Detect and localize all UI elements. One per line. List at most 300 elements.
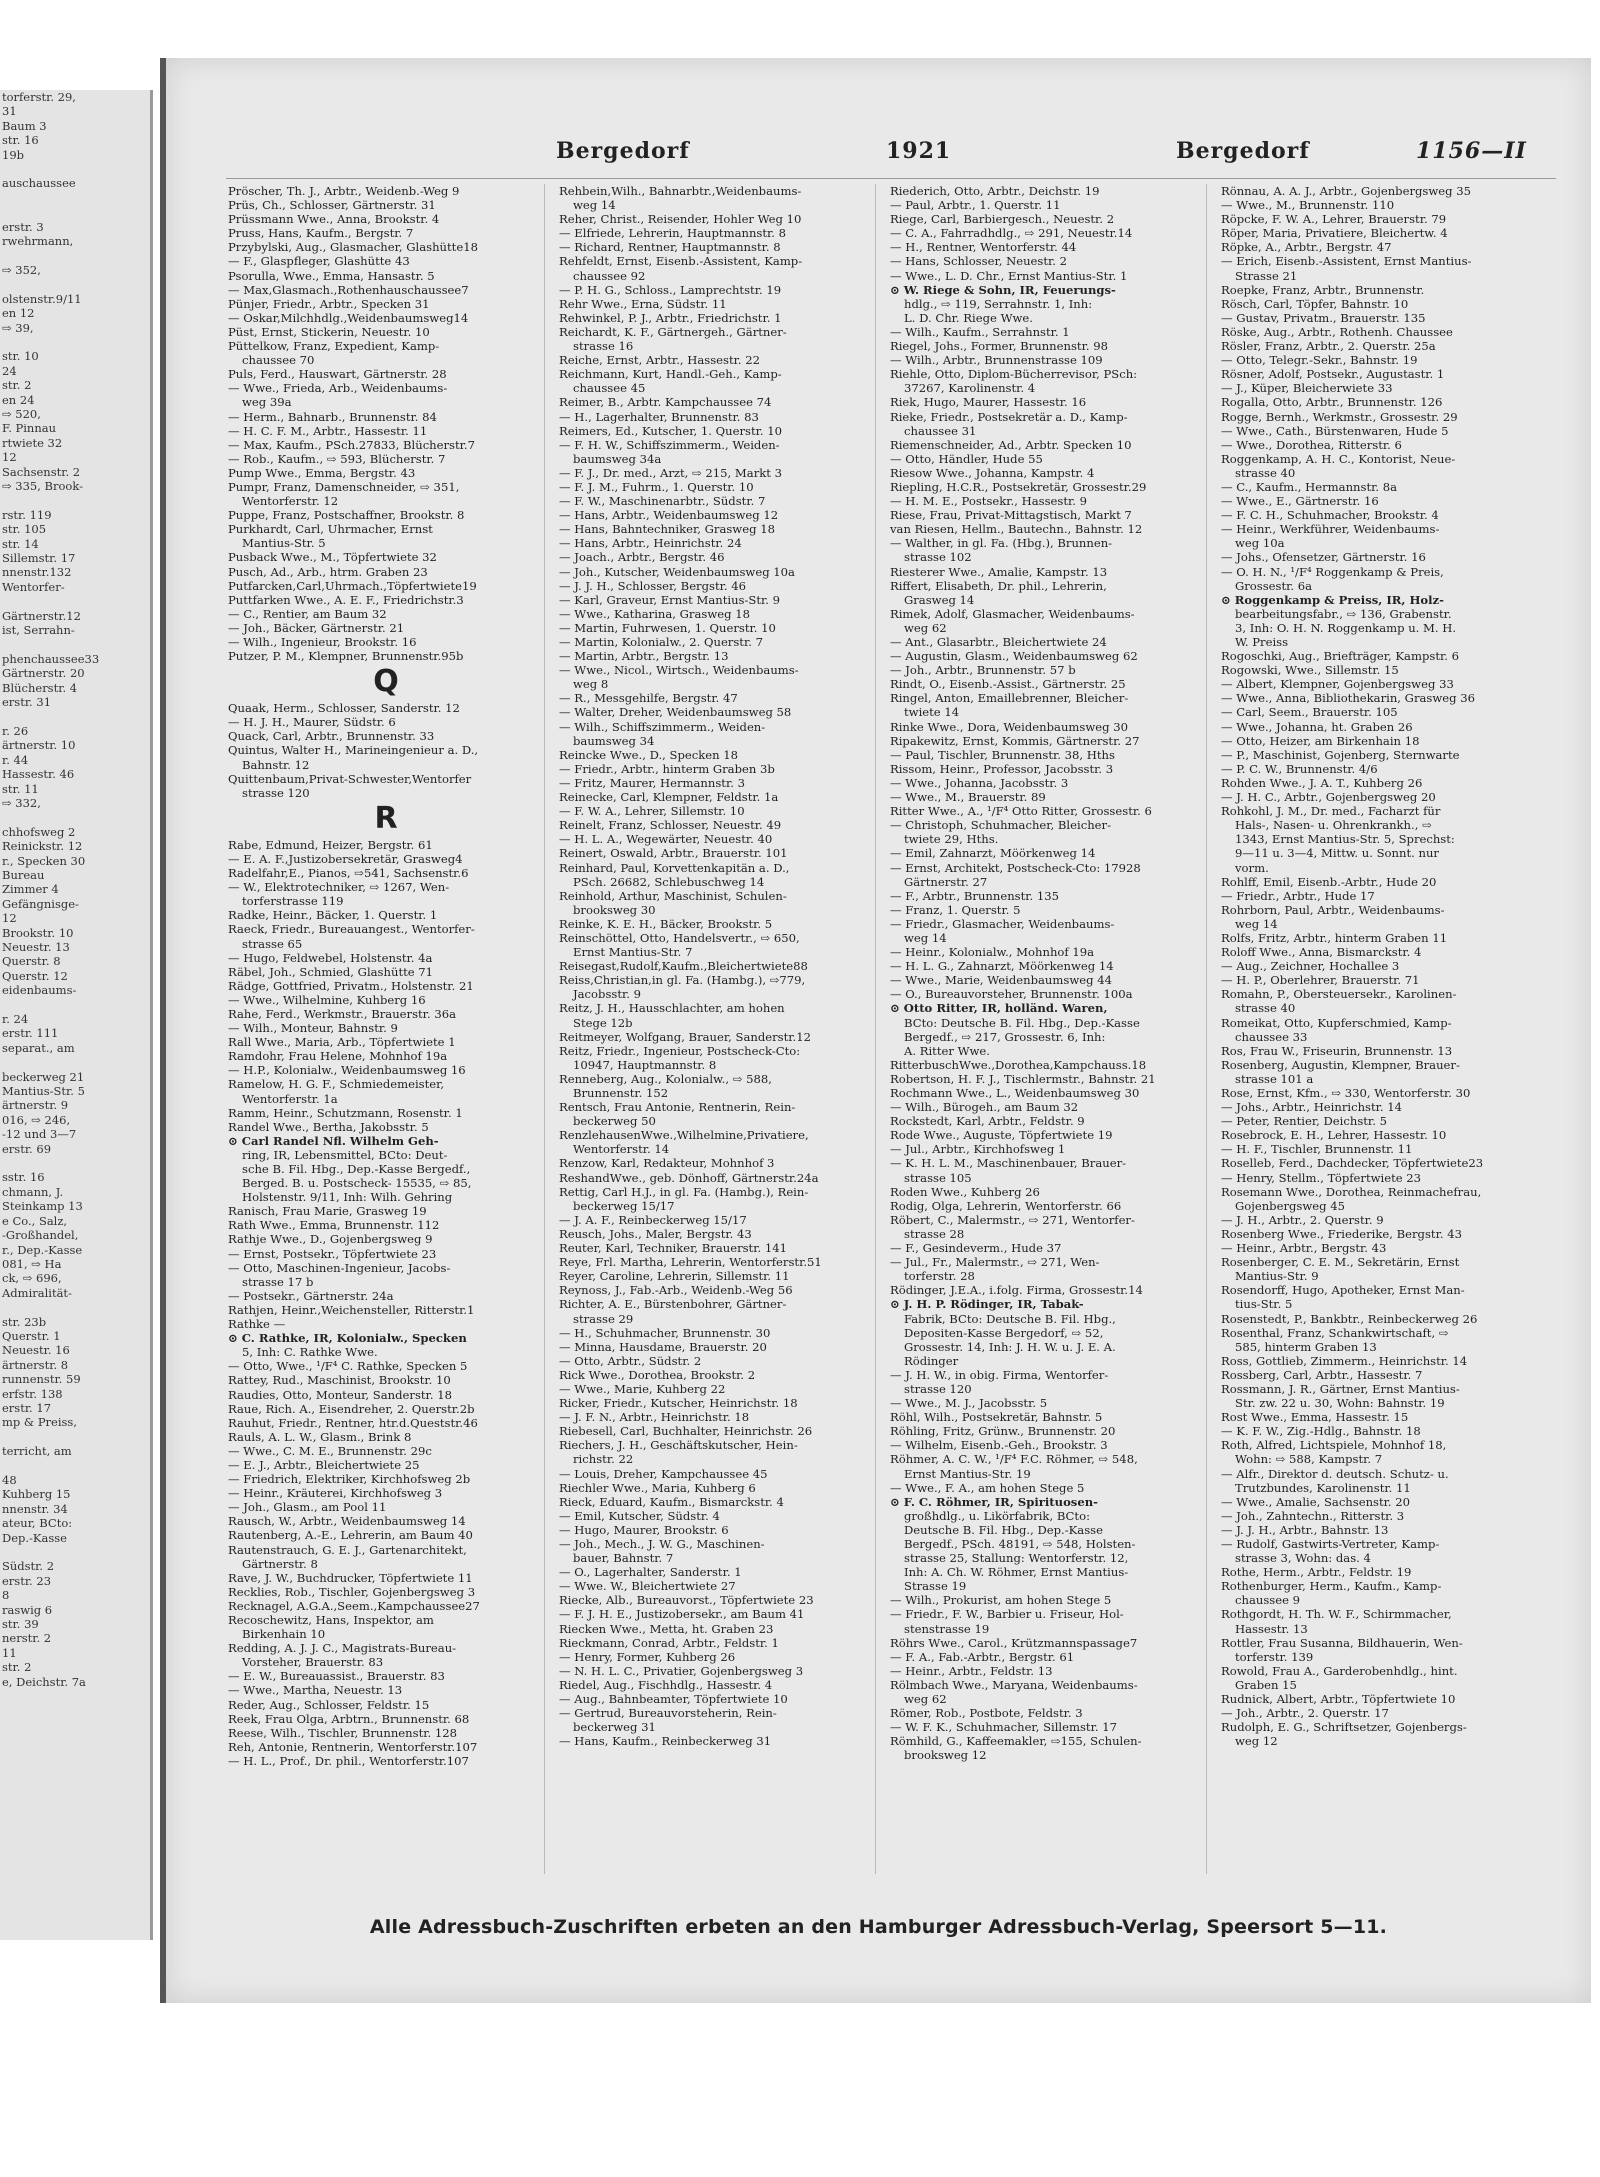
left-page-line: Hassestr. 46 [2, 767, 75, 782]
directory-entry: Strasse 21 [1235, 268, 1298, 283]
left-page-line: ist, Serrahn- [2, 623, 75, 638]
footer-notice: Alle Adressbuch-Zuschriften erbeten an den Hamburger Adressbuch-Verlag, Speersort 5—11. [369, 1916, 1388, 1938]
directory-entry: — Wilhelm, Eisenb.-Geh., Brookstr. 3 [890, 1438, 1108, 1453]
directory-entry: — Wwe., Wilhelmine, Kuhberg 16 [228, 992, 426, 1007]
directory-entry: — H. L. A., Wegewärter, Neuestr. 40 [559, 832, 773, 847]
left-page-line: Südstr. 2 [2, 1559, 55, 1574]
directory-entry: Riesow Wwe., Johanna, Kampstr. 4 [890, 465, 1095, 480]
directory-entry: — Henry, Former, Kuhberg 26 [559, 1649, 736, 1664]
directory-entry: Reinelt, Franz, Schlosser, Neuestr. 49 [559, 818, 782, 833]
directory-entry: ⊙ F. C. Röhmer, IR, Spirituosen- [890, 1494, 1098, 1509]
directory-entry: Püttelkow, Franz, Expedient, Kamp- [228, 339, 440, 354]
directory-entry: — J. H. C., Arbtr., Gojenbergsweg 20 [1221, 790, 1436, 805]
directory-entry: — Johs., Arbtr., Heinrichstr. 14 [1221, 1100, 1403, 1115]
directory-entry: twiete 29, Hths. [904, 832, 999, 847]
directory-entry: strasse 28 [904, 1226, 965, 1241]
directory-entry: Rabe, Edmund, Heizer, Bergstr. 61 [228, 837, 433, 852]
directory-entry: — Martin, Kolonialw., 2. Querstr. 7 [559, 635, 763, 649]
section-letter: Q [373, 664, 399, 700]
directory-entry: Ros, Frau W., Friseurin, Brunnenstr. 13 [1221, 1043, 1453, 1058]
directory-entry: Reinke, K. E. H., Bäcker, Brookstr. 5 [559, 916, 773, 931]
directory-entry: Pusback Wwe., M., Töpfertwiete 32 [228, 550, 437, 565]
directory-entry: — Wwe., Marie, Weidenbaumsweg 44 [890, 973, 1112, 988]
directory-entry: Bahnstr. 12 [242, 757, 310, 772]
directory-entry: strasse 29 [573, 1311, 634, 1326]
directory-entry: Reek, Frau Olga, Arbtrn., Brunnenstr. 68 [228, 1711, 470, 1726]
directory-entry: — Albert, Klempner, Gojenbergsweg 33 [1221, 677, 1454, 692]
directory-entry: Pröscher, Th. J., Arbtr., Weidenb.-Weg 9 [228, 184, 460, 198]
directory-entry: Reinecke, Carl, Klempner, Feldstr. 1a [559, 790, 779, 805]
directory-entry: — O., Lagerhalter, Sanderstr. 1 [559, 1565, 742, 1580]
directory-entry: — Fritz, Maurer, Hermannstr. 3 [559, 775, 745, 790]
directory-entry: Quack, Carl, Arbtr., Brunnenstr. 33 [228, 729, 435, 744]
directory-entry: Reimers, Ed., Kutscher, 1. Querstr. 10 [559, 423, 783, 438]
directory-entry: — H., Rentner, Wentorferstr. 44 [890, 240, 1077, 255]
directory-entry: Przybylski, Aug., Glasmacher, Glashütte18 [228, 240, 478, 255]
directory-entry: PSch. 26682, Schlebuschweg 14 [573, 874, 765, 889]
left-page-line: ⇨ 352, [2, 262, 41, 277]
directory-entry: ⊙ Carl Randel Nfl. Wilhelm Geh- [228, 1133, 439, 1148]
directory-entry: Ripakewitz, Ernst, Kommis, Gärtnerstr. 27 [890, 733, 1140, 748]
left-page-line: e Co., Salz, [2, 1213, 68, 1228]
directory-entry: Rösner, Adolf, Postsekr., Augustastr. 1 [1221, 367, 1445, 382]
directory-entry: Reder, Aug., Schlosser, Feldstr. 15 [228, 1697, 430, 1712]
directory-entry: Berged. B. u. Postscheck- 15535, ⇨ 85, [242, 1176, 472, 1191]
left-page-line [0, 1459, 150, 1473]
directory-entry: hdlg., ⇨ 119, Serrahnstr. 1, Inh: [904, 296, 1093, 311]
directory-entry: — Friedr., Arbtr., hinterm Graben 3b [559, 761, 775, 776]
directory-entry: — Minna, Hausdame, Brauerstr. 20 [559, 1339, 767, 1354]
directory-entry: — Joh., Arbtr., Brunnenstr. 57 b [890, 663, 1076, 678]
directory-entry: Rehwinkel, P. J., Arbtr., Friedrichstr. 1 [559, 310, 782, 325]
header-year: 1921 [886, 138, 952, 164]
directory-entry: Rall Wwe., Maria, Arb., Töpfertwiete 1 [228, 1035, 456, 1050]
left-page-line [0, 810, 150, 824]
directory-entry: — Rudolf, Gastwirts-Vertreter, Kamp- [1221, 1537, 1440, 1551]
directory-entry: strasse 40 [1235, 465, 1296, 480]
directory-entry: twiete 14 [904, 705, 960, 720]
directory-entry: A. Ritter Wwe. [904, 1043, 990, 1058]
directory-entry: Rudnick, Albert, Arbtr., Töpfertwiete 10 [1221, 1692, 1456, 1707]
directory-entry: Rieke, Friedr., Postsekretär a. D., Kamp- [890, 409, 1128, 424]
directory-entry: Recoschewitz, Hans, Inspektor, am [228, 1613, 434, 1627]
directory-entry: Radelfahr,E., Pianos, ⇨541, Sachsenstr.6 [228, 866, 469, 881]
directory-entry: 5, Inh: C. Rathke Wwe. [242, 1345, 378, 1360]
directory-entry: Rohrborn, Paul, Arbtr., Weidenbaums- [1221, 902, 1445, 917]
directory-entry: — Heinr., Werkführer, Weidenbaums- [1221, 522, 1440, 537]
directory-entry: Str. zw. 22 u. 30, Wohn: Bahnstr. 19 [1235, 1396, 1445, 1411]
directory-entry: — Wwe., Cath., Bürstenwaren, Hude 5 [1221, 423, 1449, 438]
page-header [166, 138, 1591, 172]
directory-entry: strasse 3, Wohn: das. 4 [1235, 1551, 1371, 1566]
directory-entry: — Wwe., L. D. Chr., Ernst Mantius-Str. 1 [890, 268, 1128, 283]
directory-entry: Röhrs Wwe., Carol., Krützmannspassage7 [890, 1635, 1138, 1650]
left-page-line: en 12 [2, 306, 35, 321]
directory-entry: — Friedr., F. W., Barbier u. Friseur, Hol- [890, 1607, 1124, 1622]
directory-entry: Rochmann Wwe., L., Weidenbaumsweg 30 [890, 1086, 1140, 1100]
directory-entry: Reynoss, J., Fab.-Arb., Weidenb.-Weg 56 [559, 1283, 793, 1298]
directory-entry: 10947, Hauptmannstr. 8 [573, 1057, 717, 1072]
directory-entry: Rosenstedt, P., Bankbtr., Reinbeckerweg 26 [1221, 1311, 1478, 1326]
left-page-line: ärtnerstr. 9 [2, 1098, 69, 1113]
directory-entry: ring, IR, Lebensmittel, BCto: Deut- [242, 1147, 448, 1162]
directory-entry: — Heinr., Arbtr., Bergstr. 43 [1221, 1241, 1387, 1256]
left-page-edge [0, 90, 153, 1940]
directory-entry: — H. L., Prof., Dr. phil., Wentorferstr.107 [228, 1753, 469, 1768]
directory-entry: Rösch, Carl, Töpfer, Bahnstr. 10 [1221, 296, 1409, 311]
directory-entry: Rost Wwe., Emma, Hassestr. 15 [1221, 1410, 1409, 1425]
directory-entry: — Otto, Maschinen-Ingenieur, Jacobs- [228, 1260, 451, 1275]
left-page-line: -12 und 3—7 [2, 1127, 77, 1142]
directory-entry: Quittenbaum,Privat-Schwester,Wentorfer [228, 771, 472, 786]
directory-entry: — C., Rentier, am Baum 32 [228, 606, 387, 621]
directory-entry: — H. L. G., Zahnarzt, Möörkenweg 14 [890, 959, 1114, 974]
directory-entry: Riese, Frau, Privat-Mittagstisch, Markt 7 [890, 508, 1132, 523]
directory-entry: Mantius-Str. 5 [242, 536, 326, 551]
directory-entry: Rieck, Eduard, Kaufm., Bismarckstr. 4 [559, 1494, 784, 1509]
directory-entry: — J. A. F., Reinbeckerweg 15/17 [559, 1212, 747, 1227]
directory-entry: Rath Wwe., Emma, Brunnenstr. 112 [228, 1218, 440, 1233]
left-page-line: str. 105 [2, 522, 47, 537]
directory-entry: Vorsteher, Brauerstr. 83 [242, 1655, 384, 1670]
directory-entry: — E. J., Arbtr., Bleichertwiete 25 [228, 1457, 420, 1472]
header-rule [226, 178, 1556, 179]
directory-entry: Inh: A. Ch. W. Röhmer, Ernst Mantius- [904, 1565, 1129, 1580]
directory-entry: Purkhardt, Carl, Uhrmacher, Ernst [228, 522, 433, 537]
directory-entry: Reitmeyer, Wolfgang, Brauer, Sanderstr.12 [559, 1029, 811, 1044]
directory-entry: — Wwe., E., Gärtnerstr. 16 [1221, 494, 1379, 509]
directory-entry: Ramelow, H. G. F., Schmiedemeister, [228, 1077, 445, 1092]
directory-entry: — C. A., Fahrradhdlg., ⇨ 291, Neuestr.14 [890, 226, 1133, 241]
directory-entry: Raeck, Friedr., Bureauangest., Wentorfer- [228, 922, 475, 937]
left-page-line [0, 998, 150, 1012]
directory-entry: Rehbein,Wilh., Bahnarbtr.,Weidenbaums- [559, 184, 802, 198]
directory-entry: ⊙ J. H. P. Rödinger, IR, Tabak- [890, 1297, 1084, 1312]
directory-entry: — Heinr., Arbtr., Feldstr. 13 [890, 1663, 1053, 1678]
directory-entry: Rautenstrauch, G. E. J., Gartenarchitekt, [228, 1542, 467, 1557]
directory-entry: Rentsch, Frau Antonie, Rentnerin, Rein- [559, 1100, 796, 1115]
directory-entry: Rettig, Carl H.J., in gl. Fa. (Hambg.), Rein- [559, 1184, 809, 1199]
directory-entry: Birkenhain 10 [242, 1627, 326, 1642]
header-right: Bergedorf [1176, 138, 1310, 164]
left-page-line: str. 10 [2, 349, 39, 364]
directory-entry: Riedel, Aug., Fischhdlg., Hassestr. 4 [559, 1677, 773, 1692]
directory-entry: Ricker, Friedr., Kutscher, Heinrichstr. 18 [559, 1396, 798, 1411]
directory-entry: Rathjen, Heinr.,Weichensteller, Ritterstr.1 [228, 1302, 475, 1317]
directory-entry: Radke, Heinr., Bäcker, 1. Querstr. 1 [228, 908, 438, 923]
directory-entry: — Erich, Eisenb.-Assistent, Ernst Mantius- [1221, 254, 1472, 269]
directory-entry: Roggenkamp, A. H. C., Kontorist, Neue- [1221, 451, 1456, 466]
left-page-line: Sillemstr. 17 [2, 551, 76, 565]
directory-entry: — H., Schuhmacher, Brunnenstr. 30 [559, 1325, 771, 1340]
directory-entry: Reese, Wilh., Tischler, Brunnenstr. 128 [228, 1725, 458, 1740]
left-page-line: erstr. 3 [2, 219, 44, 234]
directory-entry: Rossmann, J. R., Gärtner, Ernst Mantius- [1221, 1381, 1460, 1396]
directory-entry: — Otto, Wwe., ¹/F⁴ C. Rathke, Specken 5 [228, 1359, 468, 1374]
directory-entry: weg 10a [1235, 536, 1285, 551]
directory-entry: Rogge, Bernh., Werkmstr., Grossestr. 29 [1221, 409, 1458, 424]
directory-entry: Röhling, Fritz, Grünw., Brunnenstr. 20 [890, 1424, 1116, 1439]
directory-entry: — Rob., Kaufm., ⇨ 593, Blücherstr. 7 [228, 451, 446, 466]
directory-entry: — K. H. L. M., Maschinenbauer, Brauer- [890, 1156, 1127, 1171]
left-page-line: Admiralität- [2, 1285, 72, 1300]
directory-entry: Gärtnerstr. 8 [242, 1556, 318, 1571]
directory-entry: Wentorferstr. 1a [242, 1091, 338, 1106]
directory-entry: Rathje Wwe., D., Gojenbergsweg 9 [228, 1232, 433, 1247]
left-page-line: Neuestr. 16 [2, 1343, 70, 1358]
directory-entry: Robertson, H. F. J., Tischlermstr., Bahnstr. 21 [890, 1071, 1156, 1086]
directory-entry: — Johs., Ofensetzer, Gärtnerstr. 16 [1221, 550, 1426, 565]
directory-entry: baumsweg 34a [573, 451, 662, 466]
directory-entry: — E. A. F.,Justizobersekretär, Grasweg4 [228, 851, 463, 866]
directory-entry: Rosenberger, C. E. M., Sekretärin, Ernst [1221, 1255, 1460, 1270]
directory-entry: — Paul, Tischler, Brunnenstr. 38, Hths [890, 747, 1115, 762]
left-page-line: 016, ⇨ 246, [2, 1112, 71, 1127]
directory-entry: — F. C. H., Schuhmacher, Brookstr. 4 [1221, 508, 1439, 523]
directory-entry: — Richard, Rentner, Hauptmannstr. 8 [559, 240, 781, 255]
left-page-line: r., Dep.-Kasse [2, 1242, 83, 1257]
directory-entry: — Otto, Heizer, am Birkenhain 18 [1221, 733, 1420, 748]
directory-entry: 1343, Ernst Mantius-Str. 5, Sprechst: [1235, 832, 1455, 847]
directory-entry: Recknagel, A.G.A.,Seem.,Kampchaussee27 [228, 1598, 480, 1613]
left-page-line: en 24 [2, 392, 35, 407]
left-page-line: Wentorfer- [2, 579, 65, 594]
directory-entry: strasse 105 [904, 1170, 972, 1185]
directory-entry: — Henry, Stellm., Töpfertwiete 23 [1221, 1170, 1422, 1185]
left-page-line: 24 [2, 363, 17, 378]
directory-entry: Raudies, Otto, Monteur, Sanderstr. 18 [228, 1387, 452, 1402]
directory-entry: Rodig, Olga, Lehrerin, Wentorferstr. 66 [890, 1198, 1122, 1213]
left-page-line: 081, ⇨ Ha [2, 1256, 62, 1271]
left-page-line: 12 [2, 911, 17, 926]
left-page-line: 31 [2, 104, 17, 119]
left-page-line: nerstr. 2 [2, 1631, 52, 1646]
left-page-line: Mantius-Str. 5 [2, 1084, 85, 1099]
directory-entry: — Wwe., C. M. E., Brunnenstr. 29c [228, 1443, 432, 1458]
directory-entry: Fabrik, BCto: Deutsche B. Fil. Hbg., [904, 1311, 1116, 1326]
left-page-line: Blücherstr. 4 [2, 680, 78, 695]
left-page-line: r., Specken 30 [2, 853, 86, 868]
directory-entry: Stege 12b [573, 1015, 633, 1030]
directory-entry: Rockstedt, Karl, Arbtr., Feldstr. 9 [890, 1114, 1085, 1129]
directory-entry: Reichardt, K. F., Gärtnergeh., Gärtner- [559, 324, 787, 339]
directory-entry: großhdlg., u. Likörfabrik, BCto: [904, 1508, 1090, 1523]
directory-entry: — H. J. H., Maurer, Südstr. 6 [228, 715, 396, 730]
directory-entry: Ringel, Anton, Emaillebrenner, Bleicher- [890, 691, 1129, 706]
left-page-line [0, 1430, 150, 1444]
directory-entry: brooksweg 30 [573, 902, 656, 917]
directory-entry: baumsweg 34 [573, 733, 655, 748]
directory-entry: Rolfs, Fritz, Arbtr., hinterm Graben 11 [1221, 930, 1448, 945]
left-page-line: erstr. 111 [2, 1026, 59, 1041]
directory-entry: Reiche, Ernst, Arbtr., Hassestr. 22 [559, 353, 761, 368]
directory-entry: Reye, Frl. Martha, Lehrerin, Wentorferstr.51 [559, 1255, 822, 1270]
directory-entry: — Wilh., Ingenieur, Brookstr. 16 [228, 635, 417, 649]
directory-entry: — Wwe., Frieda, Arb., Weidenbaums- [228, 381, 448, 396]
directory-entry: Römhild, G., Kaffeemakler, ⇨155, Schulen- [890, 1734, 1142, 1749]
left-page-line: phenchaussee33 [2, 651, 100, 666]
directory-entry: — Wwe., Johanna, ht. Graben 26 [1221, 719, 1413, 734]
directory-entry: Raue, Rich. A., Eisendreher, 2. Querstr.2b [228, 1401, 475, 1416]
directory-entry: — F. W. A., Lehrer, Sillemstr. 10 [559, 804, 745, 819]
directory-entry: — Augustin, Glasm., Weidenbaumsweg 62 [890, 649, 1138, 664]
directory-entry: — Joh., Mech., J. W. G., Maschinen- [559, 1537, 765, 1551]
directory-entry: — O., Bureauvorsteher, Brunnenstr. 100a [890, 987, 1133, 1002]
directory-entry: Rädge, Gottfried, Privatm., Holstenstr. 21 [228, 978, 474, 993]
directory-entry: — P., Maschinist, Gojenberg, Sternwarte [1221, 747, 1460, 762]
directory-page [160, 58, 1591, 2003]
directory-entry: Ranisch, Frau Marie, Grasweg 19 [228, 1204, 427, 1219]
left-page-line: Gefängnisge- [2, 896, 79, 911]
directory-entry: Rottler, Frau Susanna, Bildhauerin, Wen- [1221, 1635, 1463, 1650]
directory-entry: — Wwe., Martha, Neuestr. 13 [228, 1683, 403, 1698]
left-page-line: Steinkamp 13 [2, 1199, 83, 1214]
directory-entry: bauer, Bahnstr. 7 [573, 1551, 674, 1566]
left-page-line: Kuhberg 15 [2, 1487, 71, 1502]
directory-entry: Rathke — [228, 1317, 286, 1332]
directory-entry: Wentorferstr. 14 [573, 1142, 670, 1157]
left-page-line: beckerweg 21 [2, 1069, 85, 1084]
section-letter: R [374, 800, 398, 836]
left-page-line: str. 2 [2, 378, 32, 393]
directory-entry: W. Preiss [1235, 635, 1289, 649]
directory-entry: — Wwe., Johanna, Jacobsstr. 3 [890, 775, 1069, 790]
left-page-line: sstr. 16 [2, 1170, 45, 1185]
directory-entry: Rönnau, A. A. J., Arbtr., Gojenbergsweg 35 [1221, 184, 1472, 198]
directory-entry: — Emil, Kutscher, Südstr. 4 [559, 1508, 720, 1523]
left-page-line: eidenbaums- [2, 983, 77, 998]
directory-entry: Rothenburger, Herm., Kaufm., Kamp- [1221, 1579, 1442, 1594]
directory-entry: Riesterer Wwe., Amalie, Kampstr. 13 [890, 564, 1108, 579]
left-page-line: erstr. 69 [2, 1141, 52, 1156]
directory-entry: Riemenschneider, Ad., Arbtr. Specken 10 [890, 437, 1132, 452]
left-page-line: str. 39 [2, 1617, 39, 1632]
directory-entry: Rauhut, Friedr., Rentner, htr.d.Queststr.46 [228, 1415, 478, 1430]
directory-entry: Reiss,Christian,in gl. Fa. (Hambg.), ⇨779, [559, 973, 806, 988]
directory-entry: strasse 40 [1235, 1001, 1296, 1016]
left-page-line: ärtnerstr. 8 [2, 1357, 69, 1372]
directory-entry: — Otto, Händler, Hude 55 [890, 451, 1043, 466]
left-page-line [0, 637, 150, 651]
directory-entry: Riehle, Otto, Diplom-Bücherrevisor, PSch: [890, 367, 1138, 382]
directory-entry: Rautenberg, A.-E., Lehrerin, am Baum 40 [228, 1528, 473, 1543]
directory-entry: — Wwe., M., Brauerstr. 89 [890, 790, 1046, 805]
directory-entry: Randel Wwe., Bertha, Jakobsstr. 5 [228, 1119, 429, 1134]
directory-entry: — Hans, Kaufm., Reinbeckerweg 31 [559, 1734, 772, 1749]
left-page-line [0, 1300, 150, 1314]
directory-entry: Rogowski, Wwe., Sillemstr. 15 [1221, 663, 1399, 678]
left-page-line: -Großhandel, [2, 1228, 79, 1243]
directory-entry: Riege, Carl, Barbiergesch., Neuestr. 2 [890, 212, 1115, 227]
directory-entry: weg 62 [904, 1692, 947, 1707]
left-page-line: torferstr. 29, [2, 90, 76, 104]
directory-entry: Renzow, Karl, Redakteur, Mohnhof 3 [559, 1156, 775, 1171]
directory-entry: — F. A., Fab.-Arbtr., Bergstr. 61 [890, 1649, 1075, 1664]
directory-entry: Reinschöttel, Otto, Handelsvertr., ⇨ 650, [559, 930, 800, 945]
directory-entry: — Max, Kaufm., PSch.27833, Blücherstr.7 [228, 437, 475, 452]
directory-entry: Trutzbundes, Karolinenstr. 11 [1235, 1480, 1411, 1495]
directory-entry: — Wwe., Katharina, Grasweg 18 [559, 606, 750, 621]
left-page-line: erstr. 31 [2, 695, 52, 710]
directory-entry: Ramm, Heinr., Schutzmann, Rosenstr. 1 [228, 1105, 463, 1120]
directory-entry: Rausch, W., Arbtr., Weidenbaumsweg 14 [228, 1514, 466, 1529]
directory-entry: — Wilh., Kaufm., Serrahnstr. 1 [890, 324, 1070, 339]
directory-entry: Grasweg 14 [904, 592, 975, 607]
left-page-line: ärtnerstr. 10 [2, 738, 76, 753]
directory-entry: — J. J. H., Schlosser, Bergstr. 46 [559, 578, 747, 593]
directory-entry: — Wilh., Arbtr., Brunnenstrasse 109 [890, 353, 1103, 368]
column-2 [559, 184, 876, 1874]
left-page-line: 12 [2, 450, 17, 465]
left-page-line [0, 1545, 150, 1559]
directory-entry: tius-Str. 5 [1235, 1297, 1293, 1312]
directory-entry: Roden Wwe., Kuhberg 26 [890, 1184, 1040, 1199]
left-page-line: str. 23b [2, 1314, 47, 1329]
directory-entry: — Postsekr., Gärtnerstr. 24a [228, 1288, 394, 1303]
directory-entry: 3, Inh: O. H. N. Roggenkamp u. M. H. [1235, 620, 1457, 635]
directory-entry: Bergedf., PSch. 48191, ⇨ 548, Holsten- [904, 1537, 1136, 1551]
directory-entry: — Hans, Arbtr., Weidenbaumsweg 12 [559, 508, 779, 523]
directory-entry: sche B. Fil. Hbg., Dep.-Kasse Bergedf., [242, 1162, 471, 1176]
directory-entry: Püst, Ernst, Stickerin, Neuestr. 10 [228, 324, 430, 339]
directory-entry: — Louis, Dreher, Kampchaussee 45 [559, 1466, 768, 1481]
directory-entry: Gojenbergsweg 45 [1235, 1198, 1346, 1213]
directory-entry: Rödinger [904, 1353, 959, 1368]
directory-entry: Roloff Wwe., Anna, Bismarckstr. 4 [1221, 945, 1422, 960]
directory-entry: Rose, Ernst, Kfm., ⇨ 330, Wentorferstr. 30 [1221, 1086, 1471, 1100]
left-page-line: 8 [2, 1588, 10, 1603]
left-page-line: Dep.-Kasse [2, 1530, 67, 1545]
directory-entry: — Joh., Kutscher, Weidenbaumsweg 10a [559, 564, 795, 579]
directory-entry: Röbert, C., Malermstr., ⇨ 271, Wentorfer- [890, 1212, 1135, 1227]
directory-entry: — H., Lagerhalter, Brunnenstr. 83 [559, 409, 759, 424]
left-page-line [0, 162, 150, 176]
left-page-line [0, 1055, 150, 1069]
directory-entry: ⊙ Otto Ritter, IR, holländ. Waren, [890, 1001, 1108, 1016]
directory-entry: Putfarcken,Carl,Uhrmach.,Töpfertwiete19 [228, 578, 477, 593]
directory-entry: strasse 102 [904, 550, 972, 565]
directory-entry: — H. P., Oberlehrer, Brauerstr. 71 [1221, 973, 1420, 988]
directory-entry: — Wwe., Amalie, Sachsenstr. 20 [1221, 1494, 1411, 1509]
directory-entry: Rauls, A. L. W., Glasm., Brink 8 [228, 1429, 412, 1444]
directory-entry: — Friedr., Glasmacher, Weidenbaums- [890, 916, 1115, 931]
directory-entry: Bergedf., ⇨ 217, Grossestr. 6, Inh: [904, 1029, 1106, 1044]
left-page-line: rtwiete 32 [2, 435, 63, 450]
directory-entry: — Ernst, Postsekr., Töpfertwiete 23 [228, 1246, 437, 1261]
directory-entry: — F. W., Maschinenarbtr., Südstr. 7 [559, 494, 766, 509]
directory-entry: Pump Wwe., Emma, Bergstr. 43 [228, 465, 416, 480]
directory-entry: — Wwe., Marie, Kuhberg 22 [559, 1381, 726, 1396]
directory-entry: Rösler, Franz, Arbtr., 2. Querstr. 25a [1221, 339, 1436, 354]
directory-entry: Roepke, Franz, Arbtr., Brunnenstr. [1221, 282, 1425, 297]
directory-entry: Renneberg, Aug., Kolonialw., ⇨ 588, [559, 1071, 772, 1086]
left-page-line: Querstr. 12 [2, 968, 68, 983]
directory-entry: — Wwe., F. A., am hohen Stege 5 [890, 1480, 1085, 1495]
directory-entry: strasse 16 [573, 339, 634, 354]
directory-entry: Pusch, Ad., Arb., htrm. Graben 23 [228, 564, 428, 579]
left-page-line [0, 277, 150, 291]
directory-entry: — Heinr., Kolonialw., Mohnhof 19a [890, 945, 1095, 960]
left-page-line [0, 248, 150, 262]
left-page-line: 19b [2, 147, 24, 162]
directory-entry: — J. J. H., Arbtr., Bahnstr. 13 [1221, 1522, 1389, 1537]
directory-entry: Puppe, Franz, Postschaffner, Brookstr. 8 [228, 508, 465, 523]
directory-entry: — Wilh., Monteur, Bahnstr. 9 [228, 1021, 398, 1036]
directory-entry: chaussee 45 [573, 381, 646, 396]
directory-entry: — Joh., Glasm., am Pool 11 [228, 1500, 387, 1515]
directory-entry: chaussee 31 [904, 423, 977, 438]
directory-entry: — F. J., Dr. med., Arzt, ⇨ 215, Markt 3 [559, 465, 782, 480]
